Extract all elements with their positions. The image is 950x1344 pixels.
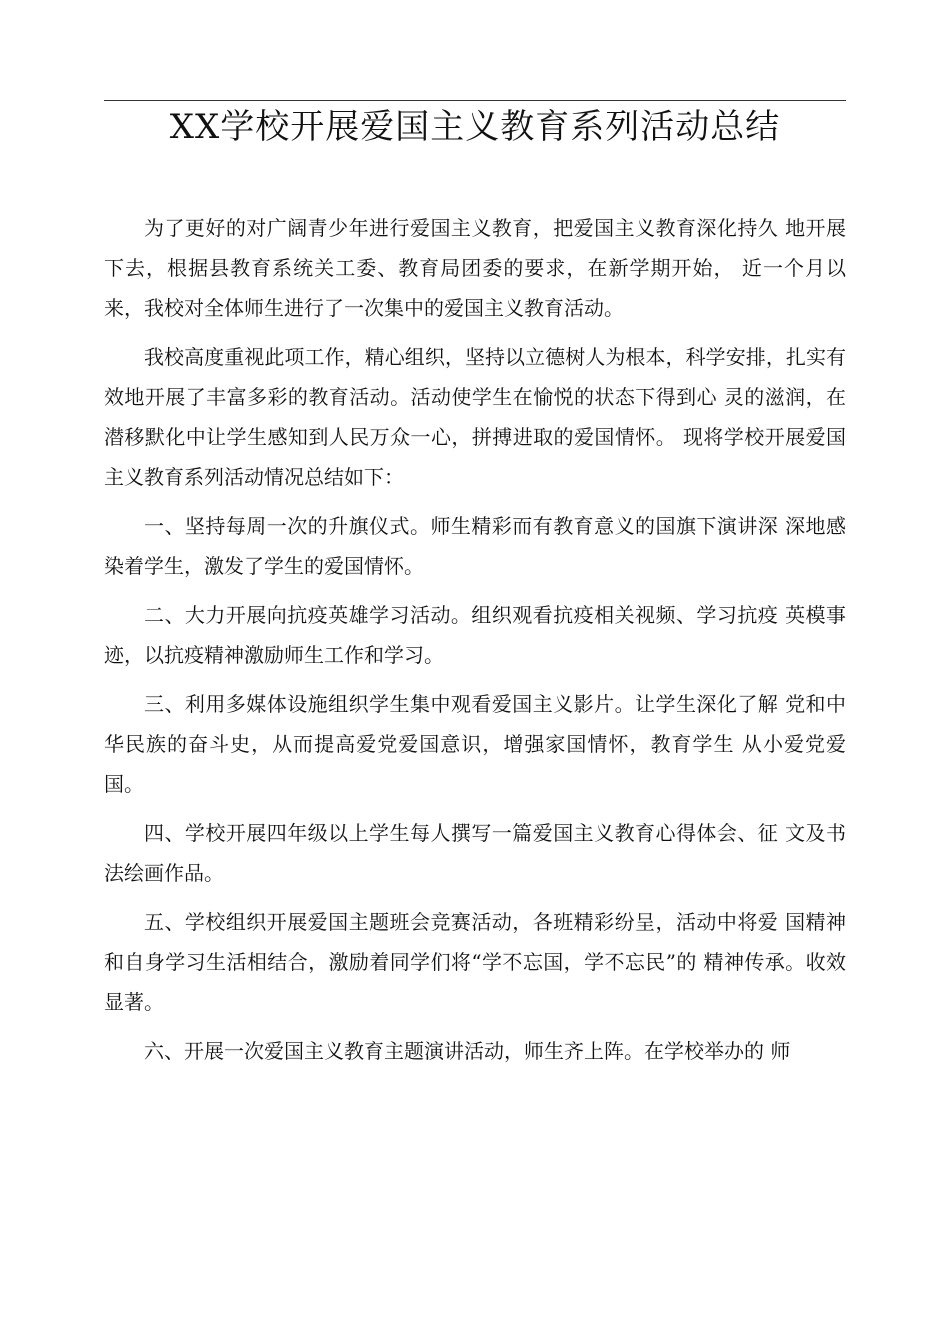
paragraph-item-1: 一、坚持每周一次的升旗仪式。师生精彩而有教育意义的国旗下演讲深 深地感染着学生，激发了学生的爱国情怀。: [104, 514, 846, 578]
paragraph-item-6: 六、开展一次爱国主义教育主题演讲活动，师生齐上阵。在学校举办的 师: [144, 1039, 791, 1063]
paragraph-item-3: 三、利用多媒体设施组织学生集中观看爱国主义影片。让学生深化了解 党和中华民族的奋斗史，从而提高爱党爱国意识，增强家国情怀，教育学生 从小爱党爱国。: [104, 692, 846, 796]
paragraph-item-4: 四、学校开展四年级以上学生每人撰写一篇爱国主义教育心得体会、征 文及书法绘画作品。: [104, 821, 846, 885]
document-title: XX学校开展爱国主义教育系列活动总结: [169, 107, 781, 147]
paragraph-item-2: 二、大力开展向抗疫英雄学习活动。组织观看抗疫相关视频、学习抗疫 英模事迹，以抗疫精神激励师生工作和学习。: [104, 603, 846, 667]
header-rule: [104, 100, 846, 101]
paragraph-overview: 我校高度重视此项工作，精心组织，坚持以立德树人为根本，科学安排，扎实有效地开展了丰富多彩的教育活动。活动使学生在愉悦的状态下得到心 灵的滋润，在潜移默化中让学生感知到人民万众一心，拼搏进取的爱国情怀。 现将学校开展爱国主义教育系列活动情况总结如下：: [104, 345, 846, 489]
document-body: [104, 208, 846, 1080]
paragraph-intro: 为了更好的对广阔青少年进行爱国主义教育，把爱国主义教育深化持久 地开展下去，根据县教育系统关工委、教育局团委的要求，在新学期开始， 近一个月以来，我校对全体师生进行了一次集中的爱国主义教育活动。: [104, 216, 846, 320]
paragraph-item-5: 五、学校组织开展爱国主题班会竞赛活动，各班精彩纷呈，活动中将爱 国精神和自身学习生活相结合，激励着同学们将“学不忘国，学不忘民”的 精神传承。收效显著。: [104, 910, 846, 1014]
